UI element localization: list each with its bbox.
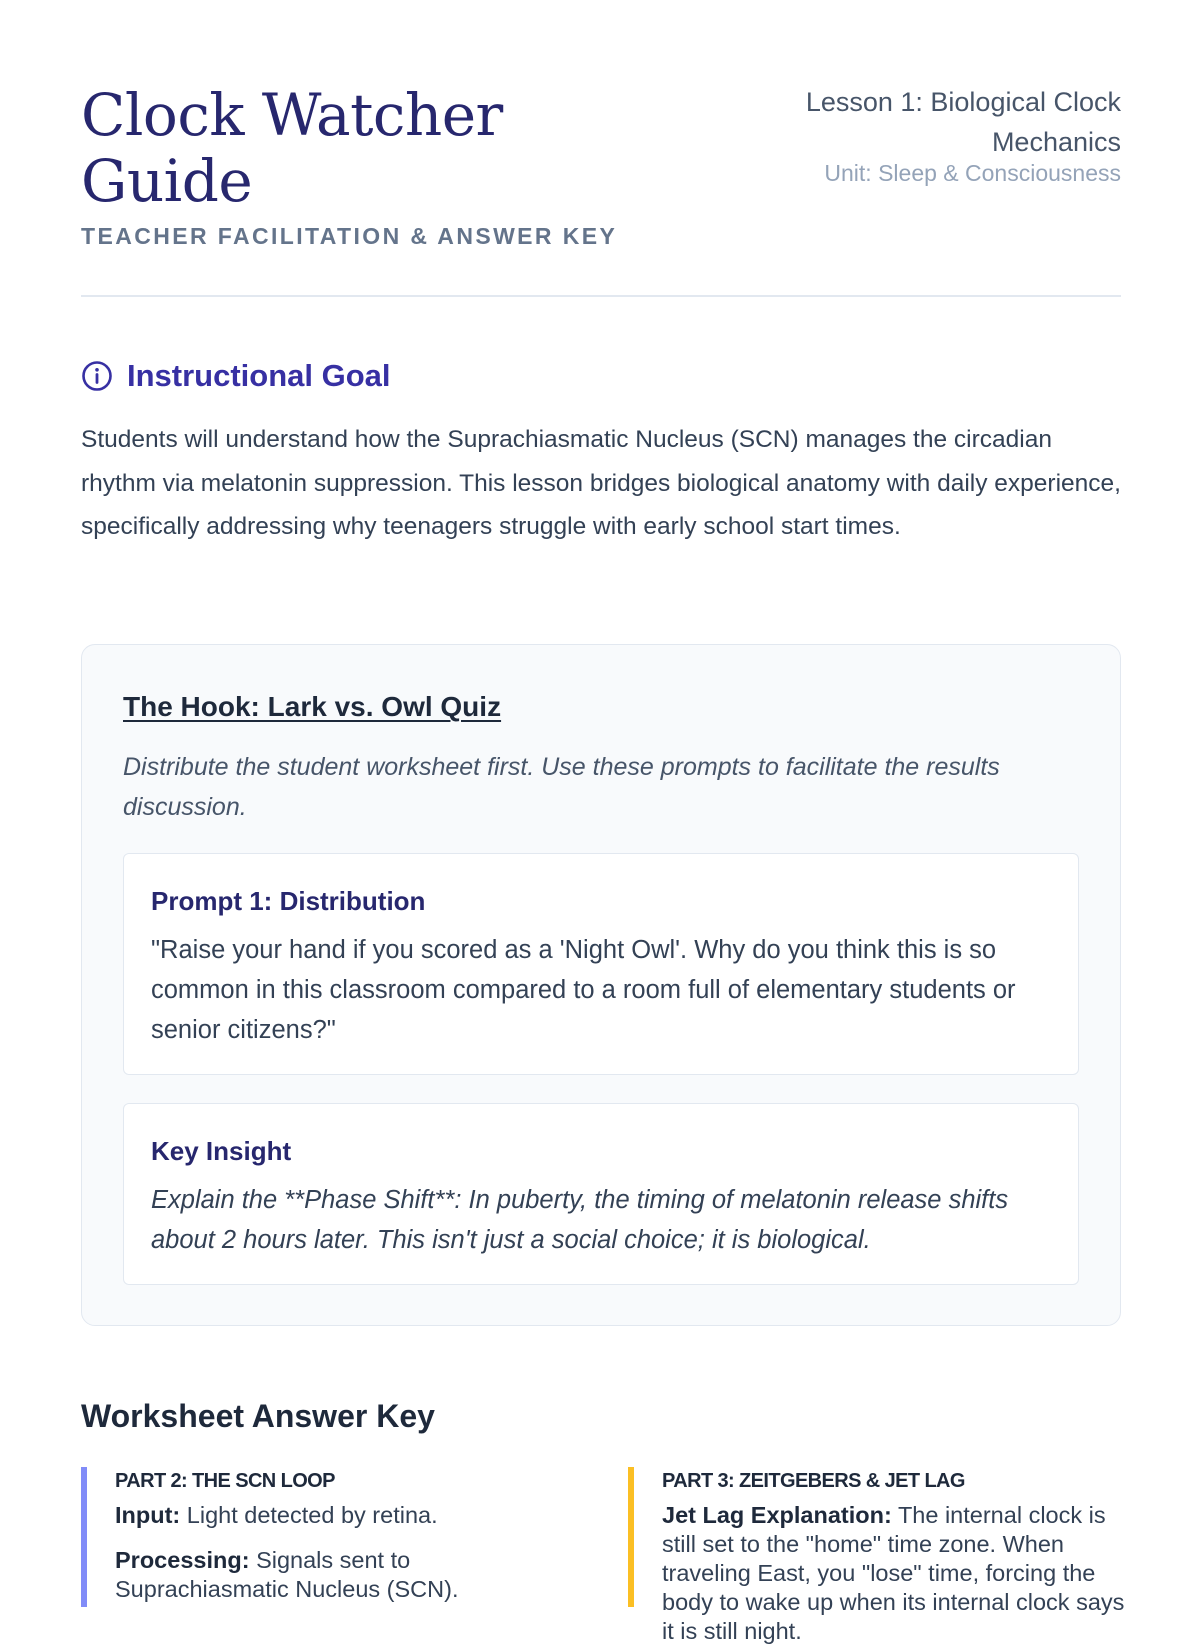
hook-card <box>81 644 1121 1326</box>
lesson-label: Lesson 1: Biological Clock Mechanics <box>805 87 1121 157</box>
answer-key-title: Worksheet Answer Key <box>81 1398 435 1434</box>
goal-text: Students will understand how the Suprachiasmatic Nucleus (SCN) manages the circadian rhythm via melatonin suppression. This lesson bridges biological anatomy with daily experience, specifically addressing why teenagers struggle with early school start times. <box>81 426 1121 540</box>
answer-text: The internal clock is still set to the "home" time zone. When traveling East, you "lose" time, forcing the body to wake up when its internal clock says it is still night. <box>662 1502 1125 1644</box>
page-subtitle: TEACHER FACILITATION & ANSWER KEY <box>81 223 618 249</box>
insight-text: Explain the **Phase Shift**: In puberty, the timing of melatonin release shifts about 2 hours later. This isn't just a social choice; it is biological. <box>151 1186 1009 1254</box>
answer-term: Jet Lag Explanation: <box>662 1502 892 1528</box>
prompt-label: Prompt 1: Distribution <box>151 886 426 916</box>
hook-description: Distribute the student worksheet first. Use these prompts to facilitate the results discussion. <box>123 753 1000 821</box>
answer-text: Light detected by retina. <box>186 1502 438 1528</box>
answer-key-part-2 <box>81 1467 578 1607</box>
unit-label: Unit: Sleep & Consciousness <box>824 160 1121 186</box>
prompt-text: "Raise your hand if you scored as a 'Night Owl'. Why do you think this is so common in this classroom compared to a room full of elementary students or senior citizens?" <box>151 936 1016 1044</box>
answer-term: Processing: <box>115 1547 250 1573</box>
answer-key-part-3 <box>628 1467 1125 1644</box>
answer-item <box>662 1501 1125 1646</box>
hook-title: The Hook: Lark vs. Owl Quiz <box>123 691 502 722</box>
insight-label: Key Insight <box>151 1136 292 1166</box>
answer-item <box>115 1546 578 1604</box>
page-header <box>81 82 1121 297</box>
goal-title: Instructional Goal <box>127 358 391 393</box>
insight-card <box>123 1103 1079 1285</box>
page-title: Clock Watcher Guide <box>81 81 503 215</box>
part-3-label: PART 3: ZEITGEBERS & JET LAG <box>662 1470 965 1492</box>
prompt-card <box>123 853 1079 1075</box>
answer-text: Signals sent to Suprachiasmatic Nucleus (SCN). <box>115 1547 459 1602</box>
goal-heading <box>81 356 391 396</box>
answer-term: Input: <box>115 1502 181 1528</box>
answer-item <box>115 1501 578 1530</box>
part-2-label: PART 2: THE SCN LOOP <box>115 1470 335 1492</box>
info-circle-icon <box>81 360 113 392</box>
